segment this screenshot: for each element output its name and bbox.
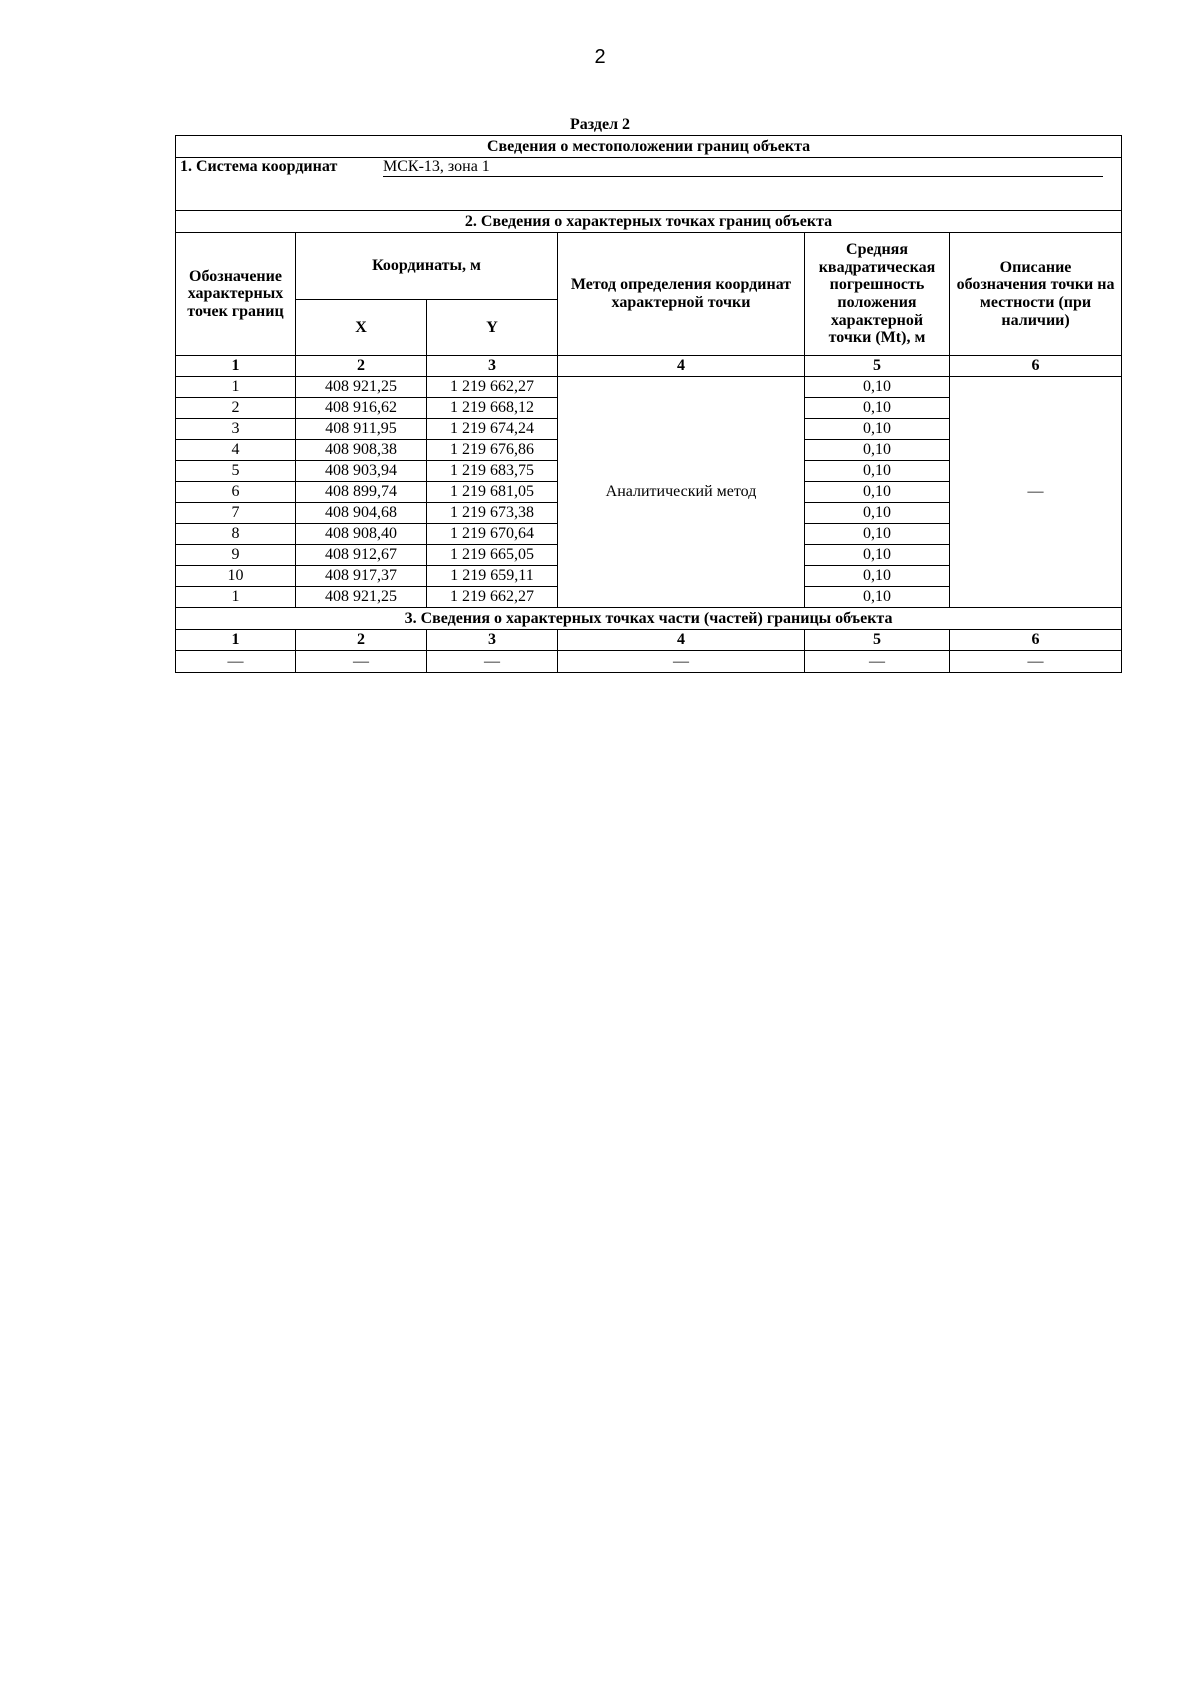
point-y: 1 219 665,05 — [427, 545, 558, 566]
point-y: 1 219 674,24 — [427, 419, 558, 440]
part-column-numbers-row — [176, 630, 1122, 651]
column-numbers-row — [176, 356, 1122, 377]
point-number: 9 — [176, 545, 296, 566]
point-error: 0,10 — [805, 398, 950, 419]
column-number: 4 — [558, 630, 805, 651]
empty-dash: — — [296, 651, 427, 673]
point-x: 408 912,67 — [296, 545, 427, 566]
column-number: 3 — [427, 630, 558, 651]
point-y: 1 219 668,12 — [427, 398, 558, 419]
point-error: 0,10 — [805, 440, 950, 461]
header-error: Средняя квадратическая погрешность положения характерной точки (Mt), м — [805, 233, 950, 356]
point-number: 5 — [176, 461, 296, 482]
point-x: 408 908,38 — [296, 440, 427, 461]
point-x: 408 917,37 — [296, 566, 427, 587]
boundary-table — [175, 135, 1122, 673]
coordinate-system-label: 1. Система координат — [180, 158, 338, 175]
header-y: Y — [427, 300, 558, 356]
point-y: 1 219 683,75 — [427, 461, 558, 482]
point-number: 6 — [176, 482, 296, 503]
point-number: 4 — [176, 440, 296, 461]
column-number: 2 — [296, 630, 427, 651]
point-x: 408 903,94 — [296, 461, 427, 482]
point-y: 1 219 659,11 — [427, 566, 558, 587]
point-y: 1 219 676,86 — [427, 440, 558, 461]
part-points-section-title: 3. Сведения о характерных точках части (частей) границы объекта — [176, 608, 1122, 630]
empty-dash: — — [805, 651, 950, 673]
point-error: 0,10 — [805, 587, 950, 608]
point-error: 0,10 — [805, 419, 950, 440]
point-x: 408 904,68 — [296, 503, 427, 524]
point-number: 7 — [176, 503, 296, 524]
table-row — [176, 377, 1122, 398]
point-error: 0,10 — [805, 503, 950, 524]
point-x: 408 921,25 — [296, 587, 427, 608]
column-number: 4 — [558, 356, 805, 377]
header-method: Метод определения координат характерной точки — [558, 233, 805, 356]
header-x: X — [296, 300, 427, 356]
method-value: Аналитический метод — [558, 377, 805, 608]
point-error: 0,10 — [805, 566, 950, 587]
point-error: 0,10 — [805, 461, 950, 482]
table-title: Сведения о местоположении границ объекта — [176, 136, 1122, 158]
column-number: 5 — [805, 356, 950, 377]
column-number: 6 — [950, 630, 1122, 651]
empty-dash: — — [950, 651, 1122, 673]
point-number: 1 — [176, 377, 296, 398]
empty-dash: — — [176, 651, 296, 673]
point-x: 408 899,74 — [296, 482, 427, 503]
point-number: 1 — [176, 587, 296, 608]
point-error: 0,10 — [805, 545, 950, 566]
column-number: 6 — [950, 356, 1122, 377]
points-section-title: 2. Сведения о характерных точках границ объекта — [176, 211, 1122, 233]
point-number: 10 — [176, 566, 296, 587]
header-description: Описание обозначения точки на местности (при наличии) — [950, 233, 1122, 356]
description-value: — — [950, 377, 1122, 608]
column-number: 1 — [176, 630, 296, 651]
header-designation: Обозначение характерных точек границ — [176, 233, 296, 356]
section-title: Раздел 2 — [569, 116, 631, 133]
point-y: 1 219 673,38 — [427, 503, 558, 524]
point-x: 408 908,40 — [296, 524, 427, 545]
point-y: 1 219 670,64 — [427, 524, 558, 545]
coordinate-system-cell — [176, 158, 1122, 211]
point-number: 3 — [176, 419, 296, 440]
column-number: 2 — [296, 356, 427, 377]
point-x: 408 916,62 — [296, 398, 427, 419]
point-number: 2 — [176, 398, 296, 419]
coordinate-system-value: МСК-13, зона 1 — [383, 158, 1103, 177]
part-empty-row — [176, 651, 1122, 673]
point-x: 408 911,95 — [296, 419, 427, 440]
empty-dash: — — [558, 651, 805, 673]
point-y: 1 219 662,27 — [427, 587, 558, 608]
page-number: 2 — [594, 46, 606, 68]
point-y: 1 219 681,05 — [427, 482, 558, 503]
point-y: 1 219 662,27 — [427, 377, 558, 398]
column-number: 5 — [805, 630, 950, 651]
point-error: 0,10 — [805, 482, 950, 503]
point-error: 0,10 — [805, 377, 950, 398]
empty-dash: — — [427, 651, 558, 673]
column-number: 3 — [427, 356, 558, 377]
point-x: 408 921,25 — [296, 377, 427, 398]
point-number: 8 — [176, 524, 296, 545]
header-coordinates: Координаты, м — [296, 233, 558, 300]
column-number: 1 — [176, 356, 296, 377]
point-error: 0,10 — [805, 524, 950, 545]
